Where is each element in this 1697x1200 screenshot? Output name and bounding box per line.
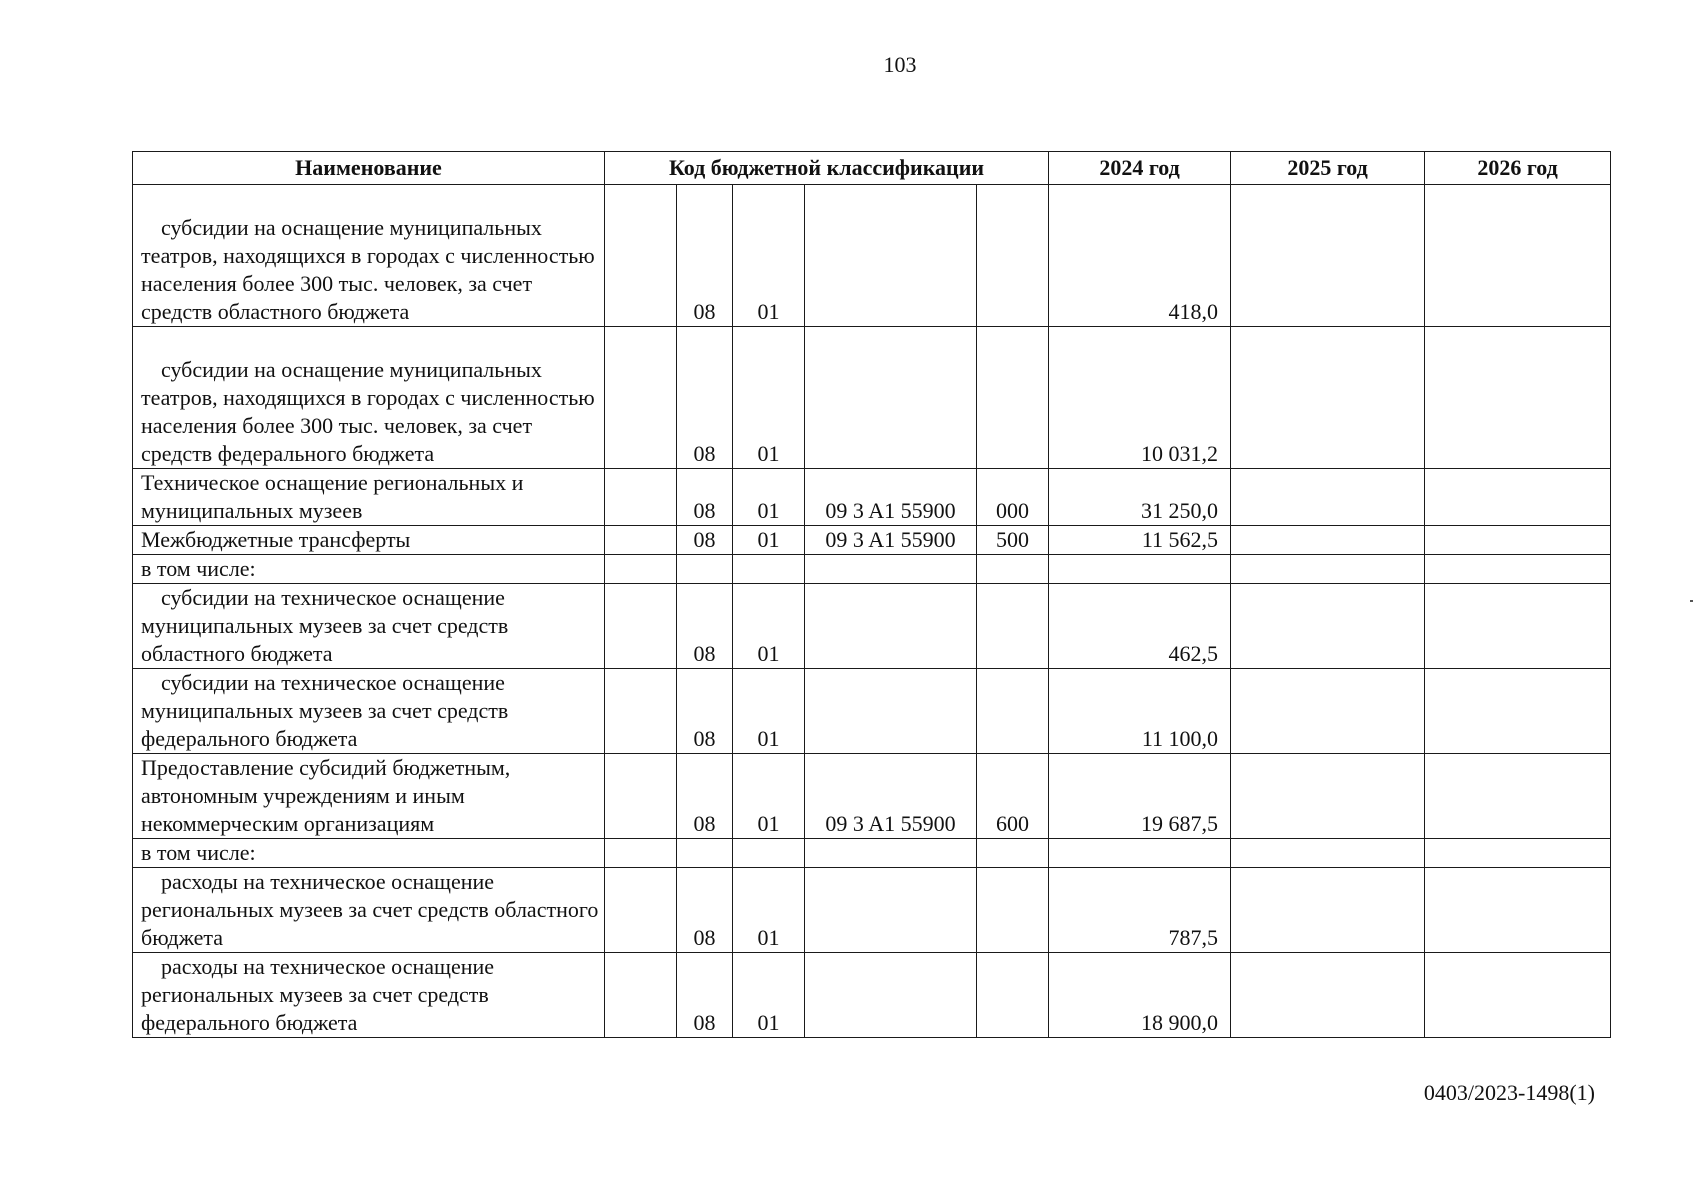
section-code: 08 <box>677 185 733 327</box>
row-name: субсидии на техническое оснащение муниципальных музеев за счет средств федерального бюджета <box>133 669 605 754</box>
budget-table <box>132 151 1611 1038</box>
table-row <box>133 868 1611 953</box>
target-article-code <box>805 953 977 1038</box>
amount-2024: 31 250,0 <box>1049 469 1231 526</box>
row-name: расходы на техническое оснащение региональных музеев за счет средств федерального бюджета <box>133 953 605 1038</box>
code-cell <box>605 526 677 555</box>
expense-type-code <box>977 953 1049 1038</box>
section-code: 08 <box>677 526 733 555</box>
code-cell <box>605 185 677 327</box>
code-cell <box>605 953 677 1038</box>
subsection-code <box>733 555 805 584</box>
target-article-code <box>805 868 977 953</box>
subsection-code: 01 <box>733 327 805 469</box>
amount-2026 <box>1425 185 1611 327</box>
row-name: Предоставление субсидий бюджетным, автономным учреждениям и иным некоммерческим организациям <box>133 754 605 839</box>
amount-2025 <box>1231 669 1425 754</box>
target-article-code <box>805 584 977 669</box>
expense-type-code <box>977 868 1049 953</box>
code-cell <box>605 469 677 526</box>
row-name: расходы на техническое оснащение региональных музеев за счет средств областного бюджета <box>133 868 605 953</box>
expense-type-code <box>977 185 1049 327</box>
amount-2026 <box>1425 526 1611 555</box>
expense-type-code: 500 <box>977 526 1049 555</box>
amount-2024: 11 100,0 <box>1049 669 1231 754</box>
row-name: в том числе: <box>133 839 605 868</box>
section-code: 08 <box>677 669 733 754</box>
expense-type-code: 000 <box>977 469 1049 526</box>
code-cell <box>605 868 677 953</box>
section-code: 08 <box>677 469 733 526</box>
amount-2024: 19 687,5 <box>1049 754 1231 839</box>
amount-2024: 418,0 <box>1049 185 1231 327</box>
amount-2025 <box>1231 868 1425 953</box>
amount-2025 <box>1231 469 1425 526</box>
row-name: Техническое оснащение региональных и муниципальных музеев <box>133 469 605 526</box>
target-article-code: 09 3 A1 55900 <box>805 469 977 526</box>
table-row <box>133 953 1611 1038</box>
target-article-code <box>805 185 977 327</box>
table-row <box>133 584 1611 669</box>
table-row <box>133 327 1611 469</box>
amount-2025 <box>1231 754 1425 839</box>
amount-2025 <box>1231 185 1425 327</box>
subsection-code: 01 <box>733 953 805 1038</box>
code-cell <box>605 555 677 584</box>
amount-2026 <box>1425 868 1611 953</box>
amount-2026 <box>1425 469 1611 526</box>
amount-2024: 462,5 <box>1049 584 1231 669</box>
row-name: субсидии на оснащение муниципальных театров, находящихся в городах с численностью населения более 300 тыс. человек, за счет средств областного бюджета <box>133 185 605 327</box>
row-name: субсидии на техническое оснащение муниципальных музеев за счет средств областного бюджета <box>133 584 605 669</box>
amount-2025 <box>1231 526 1425 555</box>
expense-type-code <box>977 555 1049 584</box>
header-name: Наименование <box>133 152 605 185</box>
code-cell <box>605 327 677 469</box>
amount-2026 <box>1425 839 1611 868</box>
subsection-code: 01 <box>733 526 805 555</box>
amount-2025 <box>1231 555 1425 584</box>
section-code <box>677 839 733 868</box>
amount-2025 <box>1231 839 1425 868</box>
table-row <box>133 555 1611 584</box>
expense-type-code <box>977 327 1049 469</box>
row-name: субсидии на оснащение муниципальных театров, находящихся в городах с численностью населения более 300 тыс. человек, за счет средств федерального бюджета <box>133 327 605 469</box>
target-article-code: 09 3 A1 55900 <box>805 754 977 839</box>
subsection-code: 01 <box>733 185 805 327</box>
code-cell <box>605 754 677 839</box>
header-year-2024: 2024 год <box>1049 152 1231 185</box>
target-article-code <box>805 839 977 868</box>
target-article-code <box>805 669 977 754</box>
section-code: 08 <box>677 327 733 469</box>
code-cell <box>605 839 677 868</box>
table-row <box>133 526 1611 555</box>
table-header-row <box>133 152 1611 185</box>
subsection-code: 01 <box>733 469 805 526</box>
amount-2026 <box>1425 669 1611 754</box>
subsection-code: 01 <box>733 754 805 839</box>
expense-type-code <box>977 584 1049 669</box>
subsection-code <box>733 839 805 868</box>
amount-2026 <box>1425 584 1611 669</box>
amount-2026 <box>1425 555 1611 584</box>
row-name: в том числе: <box>133 555 605 584</box>
amount-2024: 10 031,2 <box>1049 327 1231 469</box>
amount-2024: 11 562,5 <box>1049 526 1231 555</box>
section-code: 08 <box>677 953 733 1038</box>
code-cell <box>605 584 677 669</box>
subsection-code: 01 <box>733 669 805 754</box>
subsection-code: 01 <box>733 584 805 669</box>
scan-mark <box>1690 600 1693 602</box>
section-code: 08 <box>677 754 733 839</box>
row-name: Межбюджетные трансферты <box>133 526 605 555</box>
code-cell <box>605 669 677 754</box>
table-row <box>133 839 1611 868</box>
amount-2024: 18 900,0 <box>1049 953 1231 1038</box>
expense-type-code <box>977 669 1049 754</box>
document-registration-code: 0403/2023-1498(1) <box>1423 1080 1595 1105</box>
table-row <box>133 669 1611 754</box>
amount-2024: 787,5 <box>1049 868 1231 953</box>
table-row <box>133 754 1611 839</box>
amount-2025 <box>1231 953 1425 1038</box>
header-year-2026: 2026 год <box>1425 152 1611 185</box>
amount-2025 <box>1231 327 1425 469</box>
table-row <box>133 185 1611 327</box>
amount-2025 <box>1231 584 1425 669</box>
amount-2024 <box>1049 839 1231 868</box>
expense-type-code <box>977 839 1049 868</box>
target-article-code <box>805 327 977 469</box>
header-budget-code: Код бюджетной классификации <box>605 152 1049 185</box>
amount-2026 <box>1425 327 1611 469</box>
amount-2024 <box>1049 555 1231 584</box>
table-row <box>133 469 1611 526</box>
target-article-code: 09 3 A1 55900 <box>805 526 977 555</box>
section-code: 08 <box>677 868 733 953</box>
amount-2026 <box>1425 953 1611 1038</box>
page-number: 103 <box>883 52 917 77</box>
target-article-code <box>805 555 977 584</box>
amount-2026 <box>1425 754 1611 839</box>
section-code: 08 <box>677 584 733 669</box>
header-year-2025: 2025 год <box>1231 152 1425 185</box>
subsection-code: 01 <box>733 868 805 953</box>
section-code <box>677 555 733 584</box>
expense-type-code: 600 <box>977 754 1049 839</box>
